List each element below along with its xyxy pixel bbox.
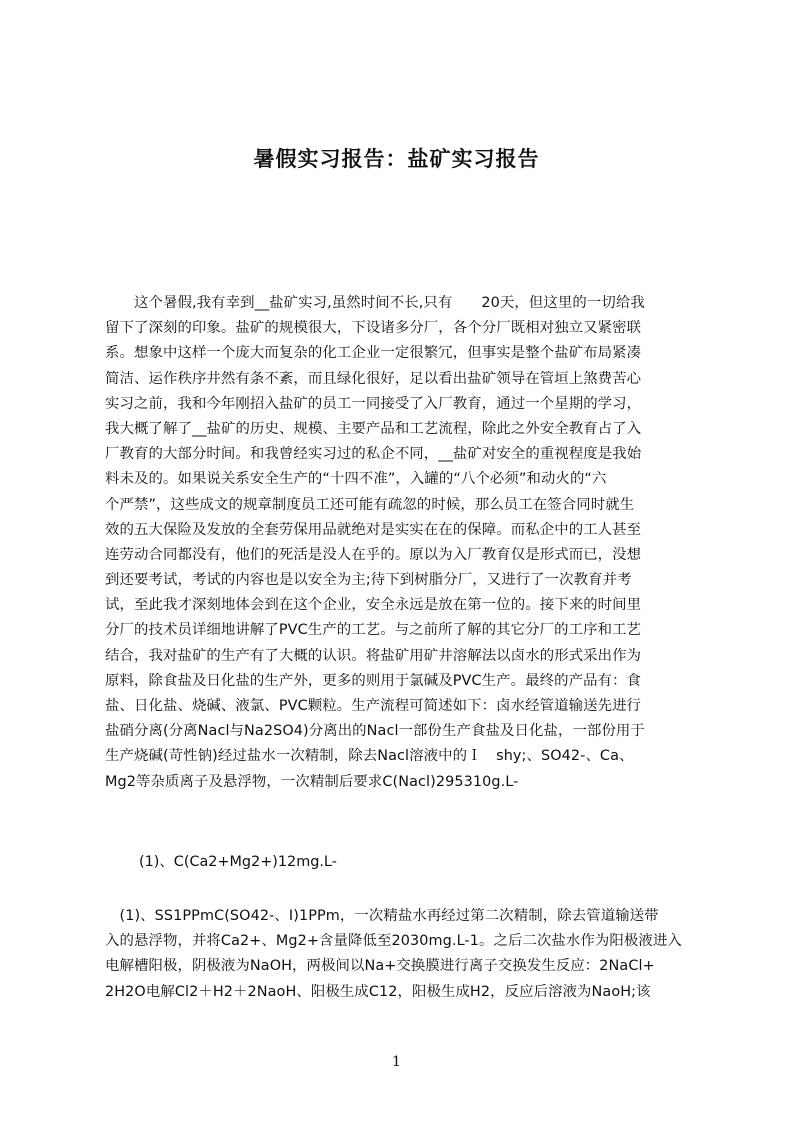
text-line: 厂教育的大部分时间。和我曾经实习过的私企不同，__盐矿对安全的重视程度是我始 <box>105 446 642 463</box>
text-line: 盐、日化盐、烧碱、液氯、PVC颗粒。生产流程可简述如下：卤水经管道输送先进行 <box>105 698 642 714</box>
text-line: 连劳动合同都没有，他们的死活是没人在乎的。原以为入厂教育仅是形式而已，没想 <box>105 546 642 563</box>
text-line: 简洁、运作秩序井然有条不紊，而且绿化很好，足以看出盐矿领导在管垣上煞费苦心 <box>105 370 642 387</box>
text-line: 盐硝分离(分离Nacl与Na2SO4)分离出的Nacl一部份生产食盐及日化盐，一部份用于 <box>105 723 645 740</box>
text-line: 到还要考试，考试的内容也是以安全为主;待下到树脂分厂，又进行了一次教育并考 <box>105 572 632 589</box>
text-line: 留下了深刻的印象。盐矿的规模很大，下设诸多分厂，各个分厂既相对独立又紧密联 <box>105 320 642 337</box>
paragraph-3 <box>105 904 700 1005</box>
text-line: 入的悬浮物，并将Ca2+、Mg2+含量降低至2030mg.L-1。之后二次盐水作为阳极液进入 <box>105 933 682 950</box>
paragraph-2: (1)、C(Ca2+Mg2+)12mg.L- <box>139 854 337 870</box>
text-line: (1)、SS1PPmC(SO42-、I)1PPm，一次精盐水再经过第二次精制，除去管道输送带 <box>105 908 659 924</box>
text-line: Mg2等杂质离子及悬浮物，一次精制后要求C(Nacl)295310g.L- <box>105 773 519 790</box>
text-line: 电解槽阳极，阴极液为NaOH，两极间以Na+交换膜进行离子交换发生反应：2NaCl+ <box>105 958 655 975</box>
text-line: 系。想象中这样一个庞大而复杂的化工企业一定很繁冗，但事实是整个盐矿布局紧凑 <box>105 345 642 362</box>
text-line: 生产烧碱(苛性钠)经过盐水一次精制，除去Nacl溶液中的Ｉ shy;、SO42-、Ca、 <box>105 748 634 765</box>
text-line: 个严禁”，这些成文的规章制度员工还可能有疏忽的时候，那么员工在签合同时就生 <box>105 496 635 513</box>
text-line: 我大概了解了__盐矿的历史、规模、主要产品和工艺流程，除此之外安全教育占了入 <box>105 420 642 437</box>
paragraph-1 <box>105 291 715 795</box>
text-line: 2H2O电解Cl2＋H2＋2NaoH、阳极生成C12，阳极生成H2，反应后溶液为NaoH;该 <box>105 983 651 1000</box>
page-number: 1 <box>392 1054 401 1070</box>
text-line: 原料，除食盐及日化盐的生产外，更多的则用于氯碱及PVC生产。最终的产品有：食 <box>105 672 642 689</box>
text-line: 效的五大保险及发放的全套劳保用品就绝对是实实在在的保障。而私企中的工人甚至 <box>105 521 642 538</box>
text-line: 试，至此我才深刻地体会到在这个企业，安全永远是放在第一位的。接下来的时间里 <box>105 597 642 614</box>
text-line: 实习之前，我和今年刚招入盐矿的员工一同接受了入厂教育，通过一个星期的学习， <box>105 395 642 412</box>
text-line: 结合，我对盐矿的生产有了大概的认识。将盐矿用矿井溶解法以卤水的形式采出作为 <box>105 647 642 664</box>
document-title: 暑假实习报告：盐矿实习报告 <box>253 147 540 171</box>
text-line: 分厂的技术员详细地讲解了PVC生产的工艺。与之前所了解的其它分厂的工序和工艺 <box>105 622 642 639</box>
text-line: 料未及的。如果说关系安全生产的“十四不准”，入罐的“八个必须”和动火的“六 <box>105 471 607 488</box>
text-line: 这个暑假,我有幸到__盐矿实习,虽然时间不长,只有 20天，但这里的一切给我 <box>105 295 645 311</box>
